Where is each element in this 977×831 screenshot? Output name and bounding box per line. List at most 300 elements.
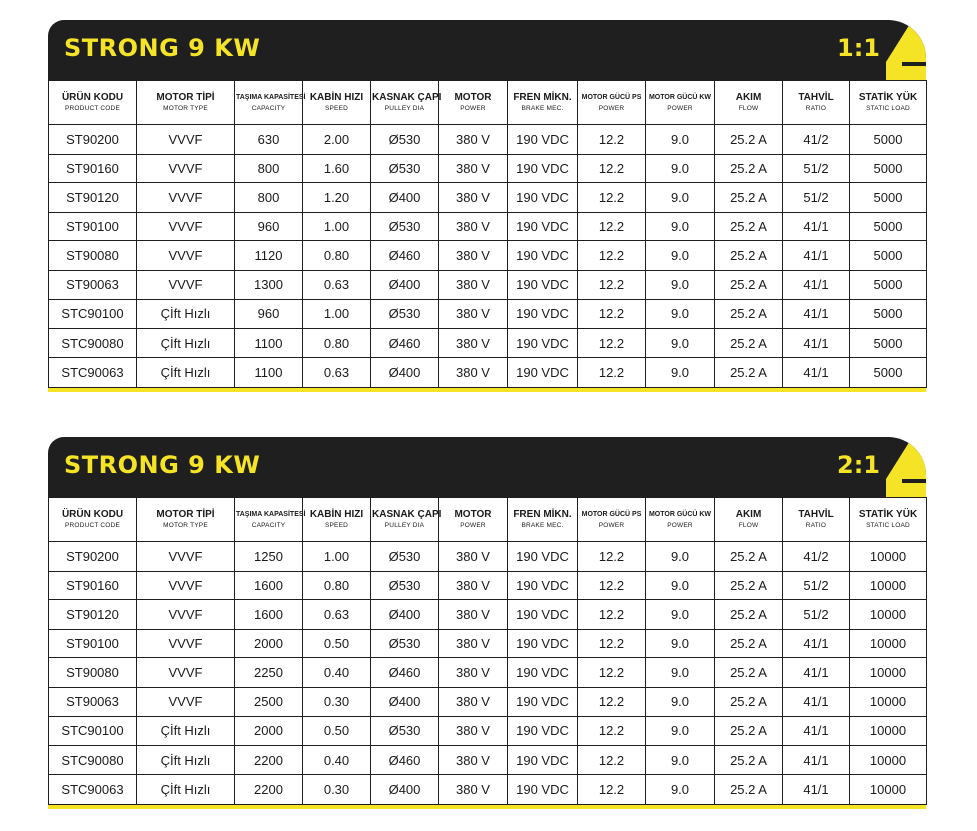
table-cell: ST90200	[49, 542, 137, 572]
table-cell: 190 VDC	[508, 716, 578, 746]
header-label: MOTOR	[454, 92, 492, 103]
column-header	[715, 498, 783, 542]
header-sublabel: POWER	[598, 105, 625, 112]
column-header	[235, 81, 306, 125]
table-row	[49, 600, 927, 630]
column-header	[578, 81, 646, 125]
table-cell: 25.2 A	[715, 154, 783, 182]
table-cell: 51/2	[783, 600, 850, 630]
table-cell: ST90080	[49, 658, 137, 688]
table-cell: ST90120	[49, 600, 137, 630]
table-row	[49, 212, 927, 240]
header-sublabel: FLOW	[738, 522, 759, 529]
table-cell: 25.2 A	[715, 357, 783, 387]
table-cell: ST90100	[49, 212, 137, 240]
table-cell: 630	[235, 125, 303, 155]
table-cell: 9.0	[646, 688, 715, 716]
table-cell: 51/2	[783, 183, 850, 213]
table-cell: 12.2	[578, 542, 646, 572]
table-cell: 10000	[850, 716, 927, 746]
table-cell: 190 VDC	[508, 271, 578, 299]
table-row	[49, 716, 927, 746]
accent-stripe	[902, 479, 926, 483]
table-cell: 2200	[235, 774, 303, 804]
table-cell: Ø400	[371, 271, 439, 299]
table-cell: 5000	[850, 329, 927, 357]
table-cell: 25.2 A	[715, 629, 783, 657]
table-cell: 380 V	[439, 183, 508, 213]
table-cell: 25.2 A	[715, 746, 783, 774]
table-cell: Ø530	[371, 716, 439, 746]
table-cell: ST90100	[49, 629, 137, 657]
table-cell: 25.2 A	[715, 774, 783, 804]
table-cell: ST90063	[49, 688, 137, 716]
table-cell: ST90080	[49, 241, 137, 271]
table-cell: 1100	[235, 329, 303, 357]
column-header	[49, 498, 137, 542]
table-cell: 9.0	[646, 571, 715, 599]
column-header	[235, 498, 306, 542]
table-cell: Ø530	[371, 542, 439, 572]
table-cell: 25.2 A	[715, 600, 783, 630]
table-cell: 25.2 A	[715, 542, 783, 572]
table-cell: 2200	[235, 746, 303, 774]
table-cell: 25.2 A	[715, 299, 783, 329]
spec-table	[48, 80, 927, 388]
header-sublabel: POWER	[667, 105, 693, 112]
header-label: KASNAK ÇAPI	[372, 92, 442, 103]
column-header	[646, 498, 715, 542]
table-cell: 9.0	[646, 299, 715, 329]
table-cell: 0.30	[303, 774, 371, 804]
table-cell: 1250	[235, 542, 303, 572]
bottom-rule	[48, 388, 926, 392]
header-row	[49, 498, 927, 542]
table-cell: 5000	[850, 271, 927, 299]
column-header	[850, 81, 927, 125]
table-cell: 380 V	[439, 271, 508, 299]
table-cell: 190 VDC	[508, 212, 578, 240]
table-cell: 10000	[850, 600, 927, 630]
table-row	[49, 629, 927, 657]
table-cell: VVVF	[137, 629, 235, 657]
header-sublabel: MOTOR TYPE	[163, 522, 208, 529]
table-cell: 41/1	[783, 629, 850, 657]
table-cell: 0.40	[303, 658, 371, 688]
table-cell: VVVF	[137, 183, 235, 213]
table-cell: 9.0	[646, 746, 715, 774]
table-cell: 380 V	[439, 571, 508, 599]
column-header	[508, 81, 578, 125]
table-cell: Çİft Hızlı	[137, 716, 235, 746]
table-cell: 0.63	[303, 600, 371, 630]
table-cell: Ø400	[371, 688, 439, 716]
table-cell: 380 V	[439, 125, 508, 155]
table-cell: 190 VDC	[508, 600, 578, 630]
table-cell: 25.2 A	[715, 241, 783, 271]
table-cell: 190 VDC	[508, 154, 578, 182]
table-cell: 190 VDC	[508, 746, 578, 774]
table-cell: 1300	[235, 271, 303, 299]
table-cell: 10000	[850, 688, 927, 716]
column-header	[371, 498, 442, 542]
table-cell: 380 V	[439, 774, 508, 804]
table-cell: 12.2	[578, 600, 646, 630]
header-sublabel: CAPACITY	[251, 522, 286, 529]
table-cell: Ø460	[371, 241, 439, 271]
column-header	[439, 81, 508, 125]
table-cell: 0.80	[303, 571, 371, 599]
table-cell: STC90100	[49, 716, 137, 746]
table-cell: VVVF	[137, 600, 235, 630]
column-header	[508, 498, 578, 542]
header-sublabel: CAPACITY	[251, 105, 286, 112]
table-cell: 800	[235, 183, 303, 213]
header-sublabel: BRAKE MEC.	[521, 522, 564, 529]
table-cell: 190 VDC	[508, 542, 578, 572]
table-cell: ST90200	[49, 125, 137, 155]
table-cell: 9.0	[646, 271, 715, 299]
table-cell: 25.2 A	[715, 716, 783, 746]
table-cell: 12.2	[578, 357, 646, 387]
header-row	[49, 81, 927, 125]
header-label: MOTOR GÜCÜ PS	[581, 511, 642, 518]
table-cell: Ø460	[371, 658, 439, 688]
table-cell: 41/2	[783, 125, 850, 155]
table-row	[49, 688, 927, 716]
header-sublabel: PRODUCT CODE	[64, 522, 120, 529]
header-sublabel: RATIO	[805, 105, 827, 112]
table-cell: 41/1	[783, 329, 850, 357]
header-label: MOTOR GÜCÜ KW	[648, 511, 712, 518]
table-cell: Ø400	[371, 183, 439, 213]
table-cell: Çİft Hızlı	[137, 329, 235, 357]
table-cell: 380 V	[439, 542, 508, 572]
table-cell: Ø530	[371, 299, 439, 329]
column-header	[371, 81, 442, 125]
table-cell: Çİft Hızlı	[137, 774, 235, 804]
header-sublabel: SPEED	[324, 105, 349, 112]
table-cell: 5000	[850, 357, 927, 387]
header-sublabel: POWER	[460, 522, 486, 529]
header-label: TAHVİL	[798, 92, 834, 103]
header-label: FREN MİKN.	[513, 509, 572, 520]
ratio-label: 2:1	[837, 451, 880, 479]
header-label: KABİN HIZI	[309, 509, 364, 520]
table-cell: STC90063	[49, 357, 137, 387]
header-sublabel: MOTOR TYPE	[163, 105, 208, 112]
table-cell: 190 VDC	[508, 241, 578, 271]
table-cell: 41/1	[783, 658, 850, 688]
header-label: AKIM	[735, 92, 762, 103]
table-cell: 1100	[235, 357, 303, 387]
table-cell: VVVF	[137, 658, 235, 688]
table-cell: 9.0	[646, 241, 715, 271]
table-cell: 12.2	[578, 241, 646, 271]
yellow-accent	[886, 20, 926, 80]
ratio-label: 1:1	[837, 34, 880, 62]
table-cell: ST90063	[49, 271, 137, 299]
spec-panel-1-1	[48, 20, 926, 392]
table-cell: Ø530	[371, 571, 439, 599]
table-cell: Ø400	[371, 600, 439, 630]
table-cell: 41/2	[783, 542, 850, 572]
table-row	[49, 542, 927, 572]
header-sublabel: POWER	[667, 522, 693, 529]
table-cell: VVVF	[137, 212, 235, 240]
table-row	[49, 774, 927, 804]
table-cell: 12.2	[578, 154, 646, 182]
table-cell: 12.2	[578, 716, 646, 746]
table-cell: 9.0	[646, 125, 715, 155]
header-sublabel: POWER	[460, 105, 486, 112]
table-row	[49, 183, 927, 213]
table-cell: 380 V	[439, 629, 508, 657]
table-cell: 5000	[850, 241, 927, 271]
table-cell: 190 VDC	[508, 329, 578, 357]
table-cell: 10000	[850, 542, 927, 572]
column-header	[137, 498, 235, 542]
table-cell: Ø460	[371, 746, 439, 774]
table-cell: 190 VDC	[508, 629, 578, 657]
table-cell: 9.0	[646, 629, 715, 657]
table-cell: STC90080	[49, 746, 137, 774]
table-cell: 25.2 A	[715, 212, 783, 240]
column-header	[783, 81, 850, 125]
table-cell: 12.2	[578, 329, 646, 357]
header-sublabel: SPEED	[324, 522, 349, 529]
table-cell: 41/1	[783, 716, 850, 746]
table-cell: 41/1	[783, 357, 850, 387]
yellow-accent	[886, 437, 926, 497]
table-cell: Çİft Hızlı	[137, 299, 235, 329]
table-cell: VVVF	[137, 271, 235, 299]
header-label: ÜRÜN KODU	[61, 92, 124, 103]
table-cell: 0.40	[303, 746, 371, 774]
table-cell: 960	[235, 299, 303, 329]
table-cell: Ø400	[371, 774, 439, 804]
table-cell: 380 V	[439, 241, 508, 271]
table-cell: 5000	[850, 212, 927, 240]
table-cell: 41/1	[783, 746, 850, 774]
table-cell: 1600	[235, 600, 303, 630]
table-cell: 9.0	[646, 658, 715, 688]
table-cell: 12.2	[578, 183, 646, 213]
table-cell: 380 V	[439, 329, 508, 357]
table-cell: 0.50	[303, 629, 371, 657]
table-cell: STC90080	[49, 329, 137, 357]
table-cell: 9.0	[646, 329, 715, 357]
header-label: KASNAK ÇAPI	[372, 509, 442, 520]
table-cell: 51/2	[783, 571, 850, 599]
table-cell: ST90120	[49, 183, 137, 213]
table-cell: 380 V	[439, 299, 508, 329]
header-label: MOTOR GÜCÜ PS	[581, 94, 642, 101]
table-cell: 2250	[235, 658, 303, 688]
header-sublabel: STATIC LOAD	[866, 522, 910, 529]
table-cell: Ø530	[371, 629, 439, 657]
table-row	[49, 271, 927, 299]
table-cell: 190 VDC	[508, 299, 578, 329]
table-cell: 190 VDC	[508, 571, 578, 599]
table-cell: 190 VDC	[508, 774, 578, 804]
table-cell: 25.2 A	[715, 658, 783, 688]
table-cell: 12.2	[578, 299, 646, 329]
header-sublabel: RATIO	[805, 522, 827, 529]
accent-stripe	[902, 62, 926, 66]
table-cell: 25.2 A	[715, 125, 783, 155]
table-cell: 1.00	[303, 542, 371, 572]
column-header	[49, 81, 137, 125]
table-cell: VVVF	[137, 688, 235, 716]
column-header	[850, 498, 927, 542]
table-cell: VVVF	[137, 154, 235, 182]
table-cell: 9.0	[646, 212, 715, 240]
table-cell: VVVF	[137, 125, 235, 155]
header-label: ÜRÜN KODU	[61, 509, 124, 520]
table-cell: 380 V	[439, 357, 508, 387]
header-label: TAŞIMA KAPASİTESİ	[236, 511, 306, 518]
table-cell: Çİft Hızlı	[137, 357, 235, 387]
table-cell: VVVF	[137, 241, 235, 271]
header-sublabel: POWER	[598, 522, 625, 529]
header-label: FREN MİKN.	[513, 92, 572, 103]
table-cell: VVVF	[137, 542, 235, 572]
table-cell: 2500	[235, 688, 303, 716]
table-cell: 51/2	[783, 154, 850, 182]
table-cell: 9.0	[646, 716, 715, 746]
table-cell: Ø530	[371, 125, 439, 155]
table-cell: 25.2 A	[715, 688, 783, 716]
header-sublabel: PULLEY DIA	[384, 105, 425, 112]
table-cell: 10000	[850, 774, 927, 804]
column-header	[439, 498, 508, 542]
table-cell: 380 V	[439, 746, 508, 774]
column-header	[303, 498, 371, 542]
header-label: MOTOR GÜCÜ KW	[648, 94, 712, 101]
table-cell: STC90100	[49, 299, 137, 329]
table-cell: 380 V	[439, 600, 508, 630]
table-cell: 12.2	[578, 271, 646, 299]
table-cell: 12.2	[578, 746, 646, 774]
table-cell: 25.2 A	[715, 571, 783, 599]
table-cell: 800	[235, 154, 303, 182]
table-cell: 9.0	[646, 154, 715, 182]
table-cell: 0.80	[303, 329, 371, 357]
table-cell: 0.50	[303, 716, 371, 746]
column-header	[137, 81, 235, 125]
title-bar	[48, 437, 926, 497]
header-sublabel: PULLEY DIA	[384, 522, 425, 529]
table-cell: Ø460	[371, 329, 439, 357]
table-cell: 10000	[850, 629, 927, 657]
table-cell: Ø400	[371, 357, 439, 387]
table-row	[49, 571, 927, 599]
title-bar	[48, 20, 926, 80]
table-cell: 12.2	[578, 688, 646, 716]
table-cell: STC90063	[49, 774, 137, 804]
column-header	[303, 81, 371, 125]
bottom-rule	[48, 805, 926, 809]
table-cell: 41/1	[783, 212, 850, 240]
table-title: STRONG 9 KW	[64, 451, 261, 479]
table-cell: 41/1	[783, 774, 850, 804]
header-sublabel: STATIC LOAD	[866, 105, 910, 112]
table-cell: 12.2	[578, 774, 646, 804]
table-cell: 0.30	[303, 688, 371, 716]
header-label: MOTOR TİPİ	[156, 92, 215, 103]
table-cell: 41/1	[783, 299, 850, 329]
header-sublabel: FLOW	[738, 105, 759, 112]
table-cell: 0.63	[303, 357, 371, 387]
table-cell: 1.00	[303, 299, 371, 329]
table-cell: 380 V	[439, 212, 508, 240]
table-cell: 9.0	[646, 183, 715, 213]
spec-panel-2-1	[48, 437, 926, 809]
table-cell: 0.80	[303, 241, 371, 271]
table-cell: 190 VDC	[508, 125, 578, 155]
table-cell: 41/1	[783, 271, 850, 299]
table-cell: 10000	[850, 571, 927, 599]
table-cell: Ø530	[371, 212, 439, 240]
table-cell: 12.2	[578, 212, 646, 240]
table-cell: 12.2	[578, 629, 646, 657]
table-cell: 960	[235, 212, 303, 240]
table-cell: 1.00	[303, 212, 371, 240]
table-cell: 380 V	[439, 154, 508, 182]
table-cell: 25.2 A	[715, 183, 783, 213]
column-header	[646, 81, 715, 125]
header-label: MOTOR TİPİ	[156, 509, 215, 520]
table-cell: 1600	[235, 571, 303, 599]
table-cell: 1.20	[303, 183, 371, 213]
column-header	[715, 81, 783, 125]
table-row	[49, 329, 927, 357]
header-label: TAHVİL	[798, 509, 834, 520]
table-cell: 2000	[235, 629, 303, 657]
table-cell: 9.0	[646, 600, 715, 630]
table-cell: 190 VDC	[508, 183, 578, 213]
table-cell: 1120	[235, 241, 303, 271]
table-cell: 190 VDC	[508, 688, 578, 716]
table-row	[49, 241, 927, 271]
table-cell: 9.0	[646, 774, 715, 804]
header-label: AKIM	[735, 509, 762, 520]
table-cell: 380 V	[439, 658, 508, 688]
header-sublabel: PRODUCT CODE	[64, 105, 120, 112]
table-cell: 25.2 A	[715, 271, 783, 299]
table-cell: ST90160	[49, 154, 137, 182]
table-cell: 2.00	[303, 125, 371, 155]
header-label: TAŞIMA KAPASİTESİ	[236, 94, 306, 101]
table-cell: 12.2	[578, 125, 646, 155]
table-cell: 190 VDC	[508, 658, 578, 688]
table-row	[49, 299, 927, 329]
table-cell: 10000	[850, 746, 927, 774]
column-header	[578, 498, 646, 542]
table-cell: 10000	[850, 658, 927, 688]
table-cell: 190 VDC	[508, 357, 578, 387]
table-cell: ST90160	[49, 571, 137, 599]
table-cell: 380 V	[439, 688, 508, 716]
table-row	[49, 154, 927, 182]
table-cell: 5000	[850, 125, 927, 155]
table-cell: 2000	[235, 716, 303, 746]
header-sublabel: BRAKE MEC.	[521, 105, 564, 112]
table-cell: 380 V	[439, 716, 508, 746]
table-cell: 0.63	[303, 271, 371, 299]
table-row	[49, 125, 927, 155]
